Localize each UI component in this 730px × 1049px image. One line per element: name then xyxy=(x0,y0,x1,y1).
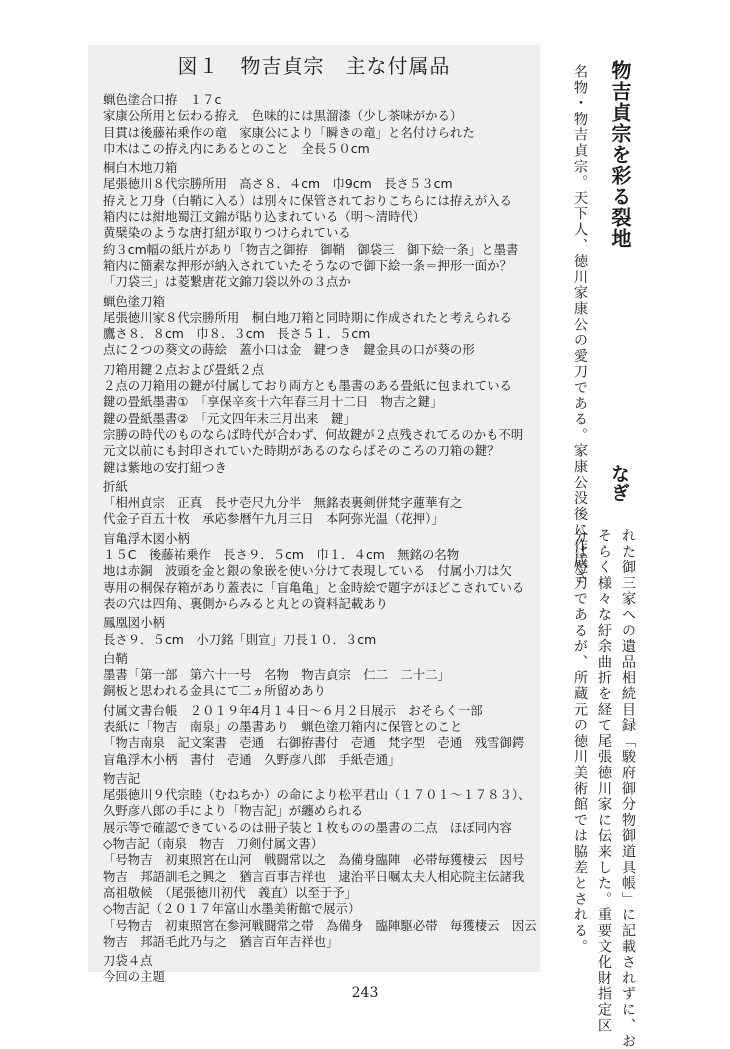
item-line: 尾張徳川９代宗睦（むねちか）の命により松平君山（１７０１～１７８３）、 xyxy=(103,787,531,803)
item-line: 物吉 邦語毛此乃与之 猶言百年吉祥也」 xyxy=(103,933,339,949)
figure-title: 図１ 物吉貞宗 主な付属品 xyxy=(177,54,451,78)
item-heading: 鳳凰図小柄 xyxy=(103,615,165,631)
item-heading: 蝋色塗刀箱 xyxy=(103,293,165,309)
item-line: 展示等で確認できているのは冊子装と１枚ものの墨書の二点 ほぼ同内容 xyxy=(103,819,512,835)
item-heading: 蝋色塗合口拵 １７c xyxy=(103,92,222,107)
item-line: 表紙に「物吉 南泉」の墨書あり 蝋色塗刀箱内に保管とのこと xyxy=(103,718,463,734)
item-group xyxy=(103,362,536,476)
item-line: 箱内には紺地蜀江文錦が貼り込まれている（明～清時代） xyxy=(103,209,426,225)
item-group xyxy=(103,953,536,986)
item-line: ２点の刀箱用の鍵が付属しており両方とも墨書のある畳紙に包まれている xyxy=(103,378,512,394)
item-heading: 盲亀浮木図小柄 xyxy=(103,530,190,546)
item-line: 元文以前にも封印されていた時期があるのならばそのころの刀箱の鍵？ xyxy=(103,443,500,459)
article-column: れた御三家への遺品相続目録「駿府御分物御道具帳」に記載されずに、お xyxy=(620,528,636,1049)
item-group xyxy=(103,651,536,700)
item-line: ◇物吉記（２０１７年富山水墨美術館で展示） xyxy=(103,901,361,917)
item-line: 専用の桐保存箱があり蓋表に「盲亀亀」と金時絵で題字がほどこされている xyxy=(103,579,525,595)
item-line: 表の穴は四角、裏側からみると丸との資料記載あり xyxy=(103,595,388,611)
article-column: 分は短刀であるが、所蔵元の徳川美術館では脇差とされる。 xyxy=(572,528,588,955)
item-line: 巾木はこの拵え内にあるとのこと 全長５０cm xyxy=(103,140,370,156)
item-group xyxy=(103,615,536,648)
item-line: 「相州貞宗 正真 長サ壱尺九分半 無銘表裏剣併梵字蓮華有之 xyxy=(103,495,463,511)
item-line: 尾張徳川８代宗勝所用 高さ８．４cm 巾9cm 長さ５３cm xyxy=(103,176,453,192)
figure-box xyxy=(88,45,540,985)
item-heading: 刀箱用鍵２点および畳紙２点 xyxy=(103,361,265,377)
item-line: 盲亀浮木小柄 書付 壱通 久野彦八郎 手紙壱通」 xyxy=(103,751,401,767)
item-group xyxy=(103,479,536,528)
item-line: 尾張徳川家８代宗勝所用 桐白地刀箱と同時期に作成されたと考えられる xyxy=(103,309,512,325)
item-line: １５C 後藤祐乗作 長さ９．５cm 巾１．４cm 無銘の名物 xyxy=(103,547,460,563)
page-number: 243 xyxy=(351,985,379,1001)
item-line: 点に２つの葵文の蒔絵 蓋小口は金 鍵つき 鍵金具の口が葵の形 xyxy=(103,342,475,358)
item-line: 「刀袋三」は菱繋唐花文錦刀袋以外の３点か xyxy=(103,274,351,290)
item-line: 鍵の畳紙墨書② 「元文四年未三月出来 鍵」 xyxy=(103,410,356,426)
article-author: なぎ xyxy=(608,464,630,502)
item-line: 黄檗染のような唐打紐が取りつけられている xyxy=(103,225,351,241)
item-group xyxy=(103,531,536,612)
item-heading: 折紙 xyxy=(103,478,128,494)
item-group xyxy=(103,703,536,768)
item-line: 物吉 邦語訓毛之興之 猶言百事吉祥也 逮治平日嘱太夫人相応院主伝諸我 xyxy=(103,868,525,884)
item-line: 高祖敬候 （尾張徳川初代 義直）以至于予」 xyxy=(103,884,358,900)
item-heading: 桐白木地刀箱 xyxy=(103,160,178,176)
item-heading: 白鞘 xyxy=(103,650,128,666)
item-line: 約３cm幅の紙片があり「物吉之御拵 御鞘 御袋三 御下絵一条」と墨書 xyxy=(103,241,519,257)
item-heading: 刀袋４点 xyxy=(103,953,153,969)
item-line: 代金子百五十枚 承応参暦午九月三日 本阿弥光温（花押）」 xyxy=(103,511,444,527)
figure-body xyxy=(103,92,536,989)
item-line: 「号物吉 初東照宮在参河戦闘常之帯 為備身 臨陣駆必帯 毎獲棲云 因云 xyxy=(103,917,537,933)
item-group xyxy=(103,92,536,157)
item-line: 目貫は後藤祐乗作の竜 家康公により「瞬きの竜」と名付けられた xyxy=(103,124,475,140)
item-group xyxy=(103,294,536,359)
item-line: 宗勝の時代のものならば時代が合わず、何故鍵が２点残されてるのかも不明 xyxy=(103,426,524,442)
item-line: 拵えと刀身（白鞘に入る）は別々に保管されておりこちらには拵えが入る xyxy=(103,192,512,208)
item-line: 鍵は紫地の安打紐つき xyxy=(103,459,227,475)
article-column: そらく様々な紆余曲折を経て尾張徳川家に伝来した。重要文化財指定区 xyxy=(596,528,612,1034)
item-line: 銅板と思われる金具にて二ヵ所留めあり xyxy=(103,683,327,699)
item-group xyxy=(103,771,536,950)
item-line: 家康公所用と伝わる拵え 色味的には黒溜漆（少し茶味がかる） xyxy=(103,108,463,124)
item-line: 墨書「第一部 第六十一号 名物 物吉貞宗 仁二 二十二」 xyxy=(103,667,450,683)
item-heading: 物吉記 xyxy=(103,770,141,786)
item-line: 箱内に簡素な押形が納入されていたそうなので御下絵一条＝押形一面か？ xyxy=(103,257,512,273)
item-line: 今回の主題 xyxy=(103,969,165,985)
article-title: 物吉貞宗を彩る裂地 xyxy=(608,60,632,249)
item-line: 鷹さ８．８cm 巾８．３cm 長さ５１．５cm xyxy=(103,326,371,342)
item-line: ◇物吉記（南泉 物吉 刀剣付属文書） xyxy=(103,836,324,852)
item-line: 地は赤銅 波頭を金と銀の象嵌を使い分けて表現している 付属小刀は欠 xyxy=(103,563,512,579)
item-line: 鍵の畳紙墨書① 「享保辛亥十六年春三月十二日 物吉之鍵」 xyxy=(103,394,443,410)
item-line: 長さ９．５cm 小刀銘「則宣」刀長１０．３cm xyxy=(103,631,377,647)
article-column: 名物・物吉貞宗。天下人、徳川家康公の愛刀である。家康公没後に作成さ xyxy=(572,64,588,586)
item-line: 久野彦八郎の手により「物吉記」が纏められる xyxy=(103,803,364,819)
item-group xyxy=(103,160,536,290)
item-line: 「物吉南泉 記文案書 壱通 右御拵書付 壱通 梵字型 壱通 残雪御鍔 xyxy=(103,735,525,751)
item-line: 「号物吉 初東照宮在山河 戦闘常以之 為備身臨陣 必帯毎獲棲云 因号 xyxy=(103,852,525,868)
item-heading: 付属文書台帳 ２０１９年4月１４日～６月２日展示 おそらく一部 xyxy=(103,702,483,718)
